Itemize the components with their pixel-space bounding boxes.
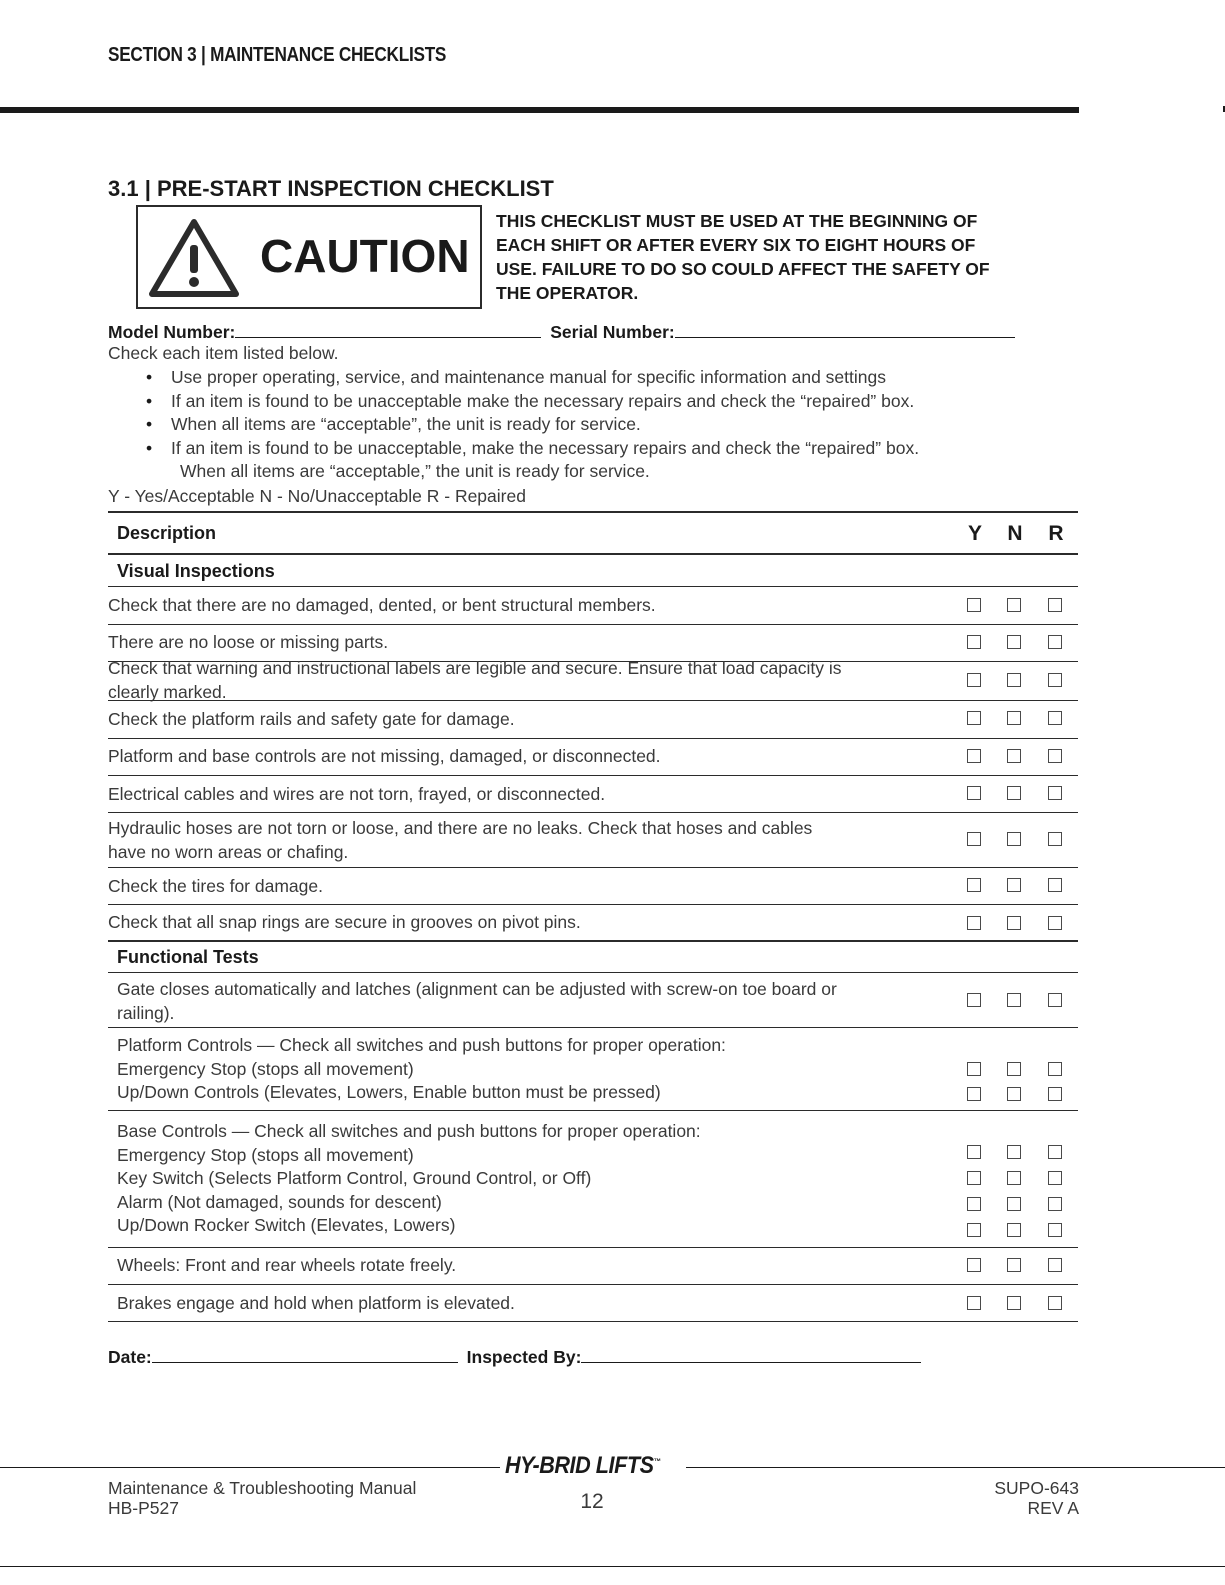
table-rule xyxy=(108,972,1078,973)
checklist-item-line: Hydraulic hoses are not torn or loose, and there are no leaks. Check that hoses and cables xyxy=(108,818,813,838)
checkbox-y[interactable] xyxy=(967,878,981,892)
checkbox-n[interactable] xyxy=(1007,1171,1021,1185)
table-rule xyxy=(108,553,1078,555)
instruction-item-continuation: When all items are “acceptable,” the unit is ready for service. xyxy=(180,461,650,481)
page-number: 12 xyxy=(580,1490,604,1513)
checklist-item-text xyxy=(117,1034,962,1105)
table-rule xyxy=(108,1247,1078,1248)
description-header: Description xyxy=(117,523,217,543)
checklist-item-line: Check that warning and instructional labels are legible and secure. Ensure that load capacity is xyxy=(108,658,842,678)
checklist-item-line: Check the platform rails and safety gate for damage. xyxy=(108,709,515,729)
intro-text: Check each item listed below. xyxy=(108,343,339,363)
checkbox-y[interactable] xyxy=(967,673,981,687)
checklist-item-text xyxy=(108,631,953,655)
checkbox-y[interactable] xyxy=(967,1087,981,1101)
checklist-item-line: Wheels: Front and rear wheels rotate freely. xyxy=(117,1255,457,1275)
model-number-field[interactable] xyxy=(235,319,541,338)
checklist-item-line: clearly marked. xyxy=(108,681,227,702)
footer-left xyxy=(108,1478,416,1518)
checkbox-n[interactable] xyxy=(1007,1062,1021,1076)
y-header: Y xyxy=(967,522,982,545)
header-rule xyxy=(0,107,1079,113)
checkbox-n[interactable] xyxy=(1007,711,1021,725)
caution-line: EACH SHIFT OR AFTER EVERY SIX TO EIGHT HOURS OF xyxy=(496,235,976,255)
checkbox-y[interactable] xyxy=(967,749,981,763)
table-rule xyxy=(108,1027,1078,1028)
checkbox-n[interactable] xyxy=(1007,1223,1021,1237)
checkbox-r[interactable] xyxy=(1048,1062,1062,1076)
manual-title: Maintenance & Troubleshooting Manual xyxy=(108,1478,417,1498)
checkbox-r[interactable] xyxy=(1048,1145,1062,1159)
revision: REV A xyxy=(1027,1498,1079,1518)
checkbox-r[interactable] xyxy=(1048,993,1062,1007)
trademark-symbol: ™ xyxy=(653,1457,661,1466)
checkbox-r[interactable] xyxy=(1048,832,1062,846)
table-rule xyxy=(108,940,1078,942)
table-rule xyxy=(108,1284,1078,1285)
checklist-item-line: have no worn areas or chafing. xyxy=(108,841,349,862)
caution-message xyxy=(496,209,1056,305)
instruction-item xyxy=(146,437,919,484)
checkbox-n[interactable] xyxy=(1007,749,1021,763)
checkbox-y[interactable] xyxy=(967,1145,981,1159)
checkbox-r[interactable] xyxy=(1048,1223,1062,1237)
section-header: SECTION 3 | MAINTENANCE CHECKLISTS xyxy=(108,44,447,66)
checklist-item-text xyxy=(117,1292,962,1316)
footer-rule-right xyxy=(686,1467,1225,1468)
legend: Y - Yes/Acceptable N - No/Unacceptable R - Repaired xyxy=(108,486,526,506)
checkbox-r[interactable] xyxy=(1048,878,1062,892)
checklist-item-line: Base Controls — Check all switches and push buttons for proper operation: xyxy=(117,1121,701,1141)
inspected-by-label: Inspected By: xyxy=(466,1347,582,1367)
caution-line: USE. FAILURE TO DO SO COULD AFFECT THE SAFETY OF xyxy=(496,259,990,279)
checklist-item-line: Gate closes automatically and latches (alignment can be adjusted with screw-on toe board or xyxy=(117,979,837,999)
brand-name: HY-BRID LIFTS xyxy=(505,1452,654,1479)
r-header: R xyxy=(1048,522,1064,545)
checkbox-n[interactable] xyxy=(1007,635,1021,649)
checklist-item-line: railing). xyxy=(117,1002,175,1023)
checklist-item-line: Up/Down Controls (Elevates, Lowers, Enable button must be pressed) xyxy=(117,1082,661,1102)
checkbox-r[interactable] xyxy=(1048,673,1062,687)
checkbox-r[interactable] xyxy=(1048,786,1062,800)
checkbox-r[interactable] xyxy=(1048,916,1062,930)
visual-inspections-heading: Visual Inspections xyxy=(117,561,275,581)
checklist-item-line: There are no loose or missing parts. xyxy=(108,632,389,652)
table-rule xyxy=(108,1110,1078,1111)
checkbox-y[interactable] xyxy=(967,786,981,800)
caution-line: THIS CHECKLIST MUST BE USED AT THE BEGINNING OF xyxy=(496,211,978,231)
inspected-by-field[interactable] xyxy=(581,1344,921,1363)
checkbox-y[interactable] xyxy=(967,1258,981,1272)
checkbox-y[interactable] xyxy=(967,598,981,612)
footer-right xyxy=(994,1478,1079,1518)
table-rule xyxy=(108,867,1078,868)
checklist-item-text xyxy=(108,708,953,732)
checkbox-r[interactable] xyxy=(1048,635,1062,649)
checkbox-n[interactable] xyxy=(1007,1296,1021,1310)
checklist-item-line: Emergency Stop (stops all movement) xyxy=(117,1144,414,1165)
checklist-item-line: Electrical cables and wires are not torn, frayed, or disconnected. xyxy=(108,784,606,804)
serial-number-label: Serial Number: xyxy=(550,322,675,342)
checkbox-r[interactable] xyxy=(1048,1197,1062,1211)
caution-word: CAUTION xyxy=(260,230,470,282)
bottom-rule xyxy=(0,1566,1225,1567)
checklist-item-line: Platform Controls — Check all switches and push buttons for proper operation: xyxy=(117,1035,726,1055)
table-rule xyxy=(108,904,1078,905)
functional-tests-heading: Functional Tests xyxy=(117,947,259,967)
checkbox-n[interactable] xyxy=(1007,878,1021,892)
checkbox-y[interactable] xyxy=(967,1062,981,1076)
instruction-item: • If an item is found to be unacceptable make the necessary repairs and check the “repaired” box. xyxy=(146,390,919,414)
checkbox-n[interactable] xyxy=(1007,832,1021,846)
checkbox-y[interactable] xyxy=(967,993,981,1007)
checklist-item-line: Check the tires for damage. xyxy=(108,876,323,896)
checkbox-r[interactable] xyxy=(1048,598,1062,612)
checklist-item-line: Brakes engage and hold when platform is elevated. xyxy=(117,1293,515,1313)
checklist-item-line: Up/Down Rocker Switch (Elevates, Lowers) xyxy=(117,1215,456,1235)
checkbox-y[interactable] xyxy=(967,635,981,649)
checkbox-n[interactable] xyxy=(1007,1197,1021,1211)
checkbox-y[interactable] xyxy=(967,916,981,930)
checkbox-y[interactable] xyxy=(967,711,981,725)
caution-box xyxy=(136,205,482,309)
date-field[interactable] xyxy=(152,1344,458,1363)
checkbox-r[interactable] xyxy=(1048,1258,1062,1272)
warning-triangle-icon xyxy=(146,215,242,301)
checkbox-n[interactable] xyxy=(1007,993,1021,1007)
checkbox-y[interactable] xyxy=(967,1223,981,1237)
instruction-item-text: If an item is found to be unacceptable, make the necessary repairs and check the “repaired” box. xyxy=(171,437,920,458)
checklist-item-text xyxy=(108,745,953,769)
brand-logo xyxy=(505,1452,660,1480)
document-number: SUPO-643 xyxy=(994,1478,1079,1498)
checkbox-r[interactable] xyxy=(1048,749,1062,763)
checkbox-n[interactable] xyxy=(1007,786,1021,800)
checklist-item-line: Check that there are no damaged, dented, or bent structural members. xyxy=(108,595,656,615)
checklist-item-line: Check that all snap rings are secure in grooves on pivot pins. xyxy=(108,912,581,932)
date-inspector-row xyxy=(108,1344,925,1368)
instruction-list xyxy=(146,366,919,484)
serial-number-field[interactable] xyxy=(675,319,1015,338)
table-rule xyxy=(108,1321,1078,1322)
checklist-item-line: Alarm (Not damaged, sounds for descent) xyxy=(117,1191,442,1212)
footer-rule-left xyxy=(0,1467,500,1468)
checklist-item-line: Key Switch (Selects Platform Control, Ground Control, or Off) xyxy=(117,1168,592,1188)
checklist-title: 3.1 | PRE-START INSPECTION CHECKLIST xyxy=(108,176,554,201)
checklist-item-text xyxy=(108,911,953,935)
checklist-item-line: Platform and base controls are not missing, damaged, or disconnected. xyxy=(108,746,661,766)
checklist-item-text xyxy=(117,1254,962,1278)
table-rule xyxy=(108,586,1078,587)
checklist-item-text xyxy=(108,875,953,899)
checkbox-y[interactable] xyxy=(967,1171,981,1185)
checklist-item-text xyxy=(117,1120,962,1238)
checklist-item-line: Emergency Stop (stops all movement) xyxy=(117,1058,414,1079)
checkbox-n[interactable] xyxy=(1007,1087,1021,1101)
caution-line: THE OPERATOR. xyxy=(496,283,639,303)
checklist-item-text xyxy=(108,594,953,618)
checkbox-n[interactable] xyxy=(1007,1258,1021,1272)
table-rule xyxy=(108,511,1078,513)
checkbox-r[interactable] xyxy=(1048,1087,1062,1101)
checkbox-y[interactable] xyxy=(967,1296,981,1310)
table-rule xyxy=(108,812,1078,813)
instruction-item: • When all items are “acceptable”, the unit is ready for service. xyxy=(146,413,919,437)
checklist-item-text xyxy=(108,817,953,864)
checkbox-n[interactable] xyxy=(1007,673,1021,687)
checklist-item-text xyxy=(117,978,962,1025)
table-rule xyxy=(108,775,1078,776)
checkbox-n[interactable] xyxy=(1007,1145,1021,1159)
checkbox-r[interactable] xyxy=(1048,1171,1062,1185)
checkbox-y[interactable] xyxy=(967,832,981,846)
model-serial-row xyxy=(108,319,1019,343)
checkbox-r[interactable] xyxy=(1048,1296,1062,1310)
checklist-item-text xyxy=(108,657,953,704)
checkbox-r[interactable] xyxy=(1048,711,1062,725)
table-rule xyxy=(108,700,1078,701)
checklist-item-text xyxy=(108,783,953,807)
checkbox-n[interactable] xyxy=(1007,598,1021,612)
model-number-label: Model Number: xyxy=(108,322,236,342)
checkbox-y[interactable] xyxy=(967,1197,981,1211)
table-rule xyxy=(108,624,1078,625)
instruction-item: • Use proper operating, service, and maintenance manual for specific information and settings xyxy=(146,366,919,390)
checkbox-n[interactable] xyxy=(1007,916,1021,930)
n-header: N xyxy=(1007,522,1023,545)
model-code: HB-P527 xyxy=(108,1498,180,1518)
date-label: Date: xyxy=(108,1347,152,1367)
table-rule xyxy=(108,738,1078,739)
